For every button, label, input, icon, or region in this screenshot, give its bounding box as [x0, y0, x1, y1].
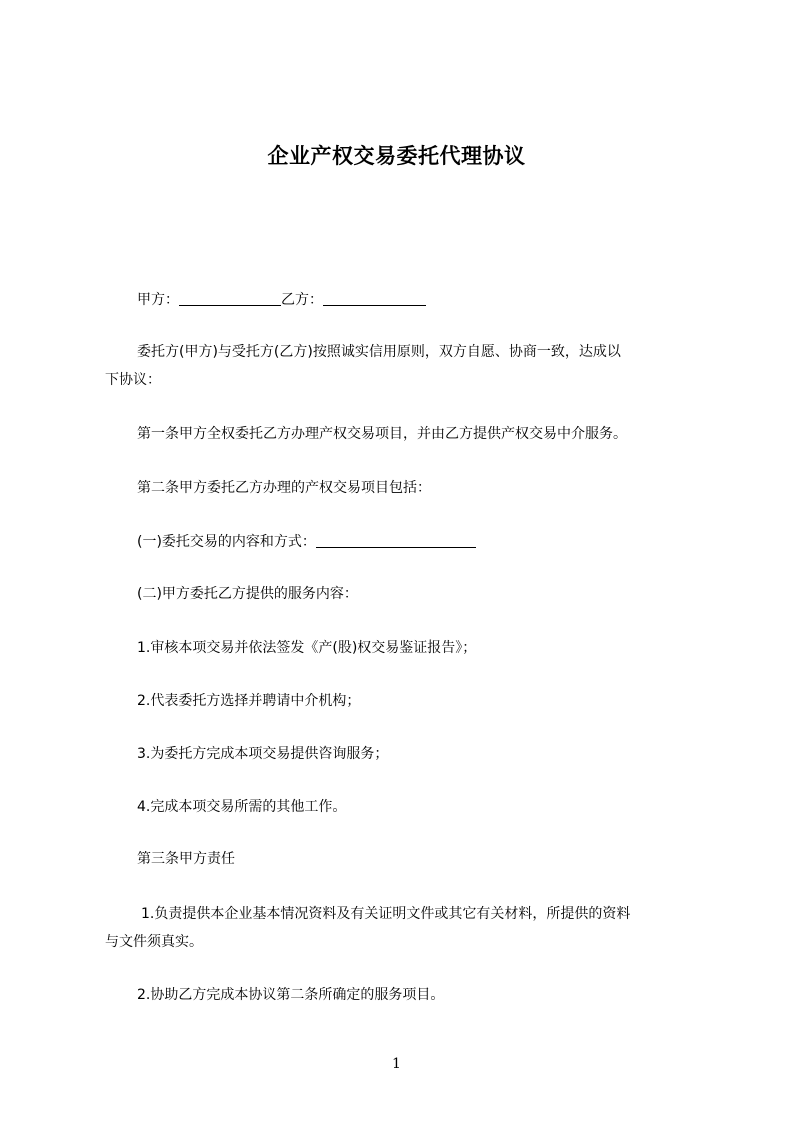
- service-item-1: 1.审核本项交易并依法签发《产(股)权交易鉴证报告》；: [137, 640, 477, 656]
- duty-1-line-1: 1.负责提供本企业基本情况资料及有关证明文件或其它有关材料，所提供的资料: [141, 906, 631, 922]
- document-title: 企业产权交易委托代理协议: [267, 144, 526, 168]
- article-2-item-1: [137, 528, 705, 556]
- service-item-3: 3.为委托方完成本项交易提供咨询服务；: [137, 746, 389, 762]
- duty-1-line-2: 与文件须真实。: [105, 934, 203, 950]
- preamble-paragraph: [105, 338, 701, 394]
- article-3-heading: 第三条甲方责任: [137, 851, 235, 867]
- item-1-label: (一)委托交易的内容和方式：: [137, 534, 316, 550]
- parties-line: [137, 286, 705, 314]
- party-a-label: 甲方：: [137, 292, 179, 308]
- preamble-line-1: 委托方(甲方)与受托方(乙方)按照诚实信用原则，双方自愿、协商一致，达成以: [137, 344, 621, 360]
- party-b-label: 乙方：: [281, 292, 323, 308]
- party-a-blank[interactable]: [179, 289, 281, 306]
- preamble-line-2: 下协议：: [105, 372, 161, 388]
- service-item-2: 2.代表委托方选择并聘请中介机构；: [137, 693, 361, 709]
- service-item-4: 4.完成本项交易所需的其他工作。: [137, 799, 347, 815]
- article-3-duty-1: [105, 900, 701, 956]
- party-b-blank[interactable]: [323, 289, 426, 306]
- article-2-item-2: (二)甲方委托乙方提供的服务内容：: [137, 586, 358, 602]
- page-number: 1: [392, 1056, 401, 1072]
- item-1-blank[interactable]: [316, 531, 476, 548]
- article-1: 第一条甲方全权委托乙方办理产权交易项目，并由乙方提供产权交易中介服务。: [137, 426, 627, 442]
- article-3-duty-2: 2.协助乙方完成本协议第二条所确定的服务项目。: [137, 987, 445, 1003]
- article-2-heading: 第二条甲方委托乙方办理的产权交易项目包括：: [137, 480, 431, 496]
